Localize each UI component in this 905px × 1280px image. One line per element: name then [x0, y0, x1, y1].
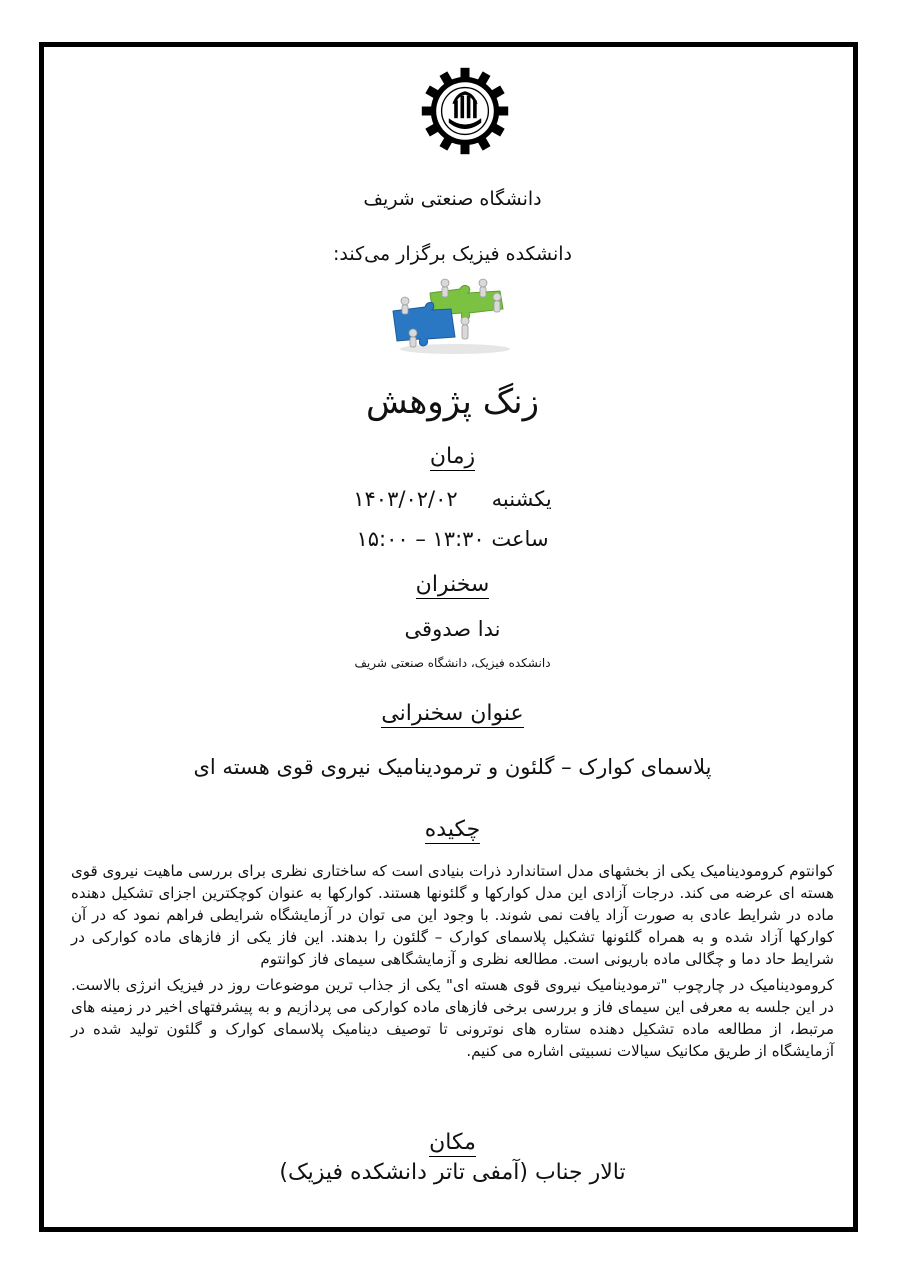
event-date-value: ۱۴۰۳/۰۲/۰۲	[353, 487, 458, 511]
speaker-name: ندا صدوقی	[404, 617, 501, 641]
abstract-paragraph-2: کرومودینامیک در چارچوب "ترمودینامیک نیروی قوی هسته ای" یکی از جذاب ترین موضوعات روز در فیزیک انرژی بالاست. در این جلسه به معرفی این سیمای فاز و بررسی برخی فازهای ماده کوارکی می پردازیم و به پیشرفتهای اخیر در زمینه های مرتبط، از مطالعه ماده تشکیل دهنده ستاره های نوترونی تا توصیف دینامیک پلاسمای کوارک و گلئون تولید شده در آزمایشگاه از طریق مکانیک سیالات نسبیتی اشاره می کنیم.	[71, 976, 834, 1060]
university-name: دانشگاه صنعتی شریف	[363, 188, 542, 210]
event-date	[0, 487, 905, 511]
event-day: یکشنبه	[491, 487, 552, 511]
talk-title: پلاسمای کوارک – گلئون و ترمودینامیک نیروی قوی هسته ای	[193, 755, 712, 779]
venue-place: تالار جناب (آمفی تاتر دانشکده فیزیک)	[279, 1160, 626, 1185]
sharif-university-gear-logo-icon	[420, 66, 510, 156]
time-heading: زمان	[429, 444, 476, 469]
speaker-affiliation: دانشکده فیزیک، دانشگاه صنعتی شریف	[354, 656, 551, 670]
event-title: زنگ پژوهش	[365, 382, 540, 422]
abstract-heading: چکیده	[424, 817, 481, 842]
speaker-heading: سخنران	[415, 572, 490, 597]
talk-heading: عنوان سخنرانی	[381, 701, 524, 726]
abstract-body	[71, 860, 834, 1066]
faculty-presents: دانشکده فیزیک برگزار می‌کند:	[332, 243, 573, 265]
event-hours: ساعت ۱۳:۳۰ – ۱۵:۰۰	[356, 527, 549, 551]
venue-heading: مکان	[429, 1130, 476, 1155]
abstract-paragraph-1: کوانتوم کرومودینامیک یکی از بخشهای مدل استاندارد ذرات بنیادی است که ساختاری نظری برای بررسی ماهیت نیروی قوی هسته ای عرضه می کند. درجات آزادی این مدل کوارکها و گلئونها هستند. کوارکها به عنوان کوچکترین اجزای تشکیل دهنده ماده در شرایط عادی به صورت آزاد یافت نمی شوند. با وجود این می توان در آزمایشگاه شرایطی فراهم نمود که در آن کوارکها آزاد شده و به همراه گلئونها تشکیل پلاسمای کوارک – گلئون را بدهند. این فاز یکی از فازهای ماده کوارکی در شرایط حاد دما و چگالی ماده باریونی است. مطالعه نظری و آزمایشگاهی سیمای فاز کوانتوم	[71, 862, 834, 968]
puzzle-teamwork-icon	[385, 275, 520, 355]
